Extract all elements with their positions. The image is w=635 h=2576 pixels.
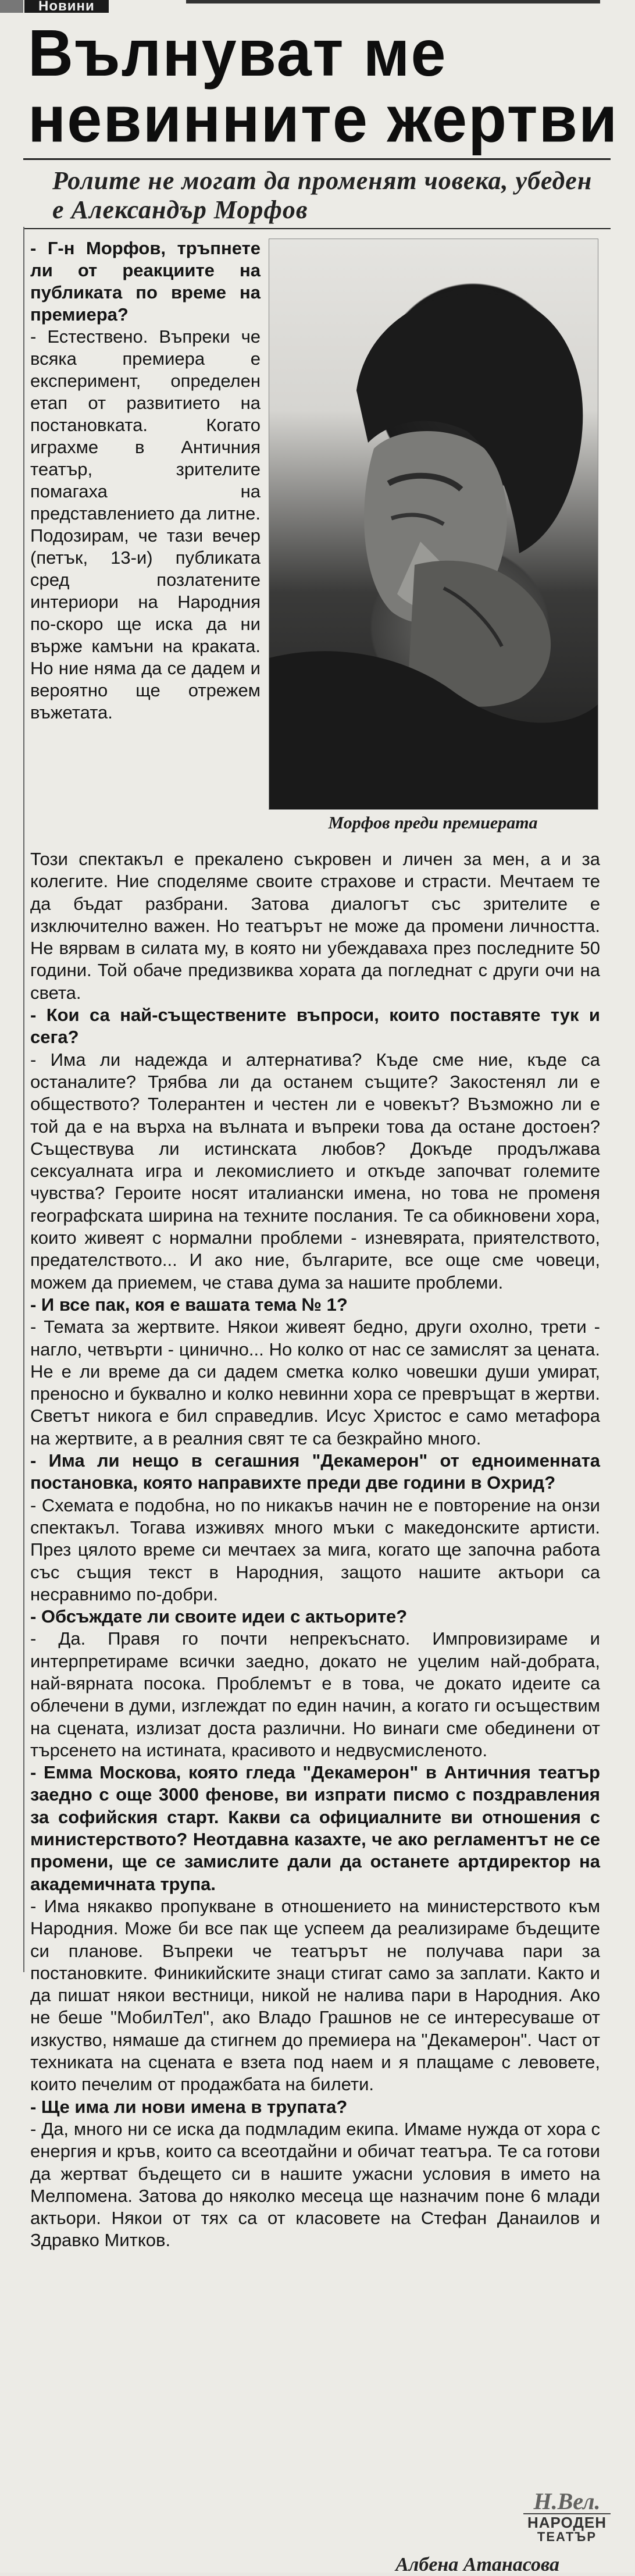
interview-answer: - Темата за жертвите. Някои живеят бедно, други охолно, трети - нагло, четвърти - цинично... Но колко от нас се замислят за цената. Не е ли време да си дадем сметка колко човешки души умират, преносно и буквално и колко невинни хора се превръщат в жертви. Светът никога е бил справедлив. Исус Христос е само метафора на жертвите, а в реалния свят те са безкрайно много. [30,1317,600,1449]
headline-line-2: невинните жертви [28,81,619,156]
headline [28,16,619,156]
stamp-signature: Н.Вел. [533,2488,601,2514]
column-rule [23,227,24,1972]
theatre-stamp [523,2490,611,2554]
interview-question: - Ще има ли нови имена в трупата? [30,2096,348,2117]
interview-question: - Емма Москова, която гледа "Декамерон" в Античния театър заедно с още 3000 фенове, ви изпрати писмо с поздравления за софийския старт. Какви са официалните ви отношения с министерството? Неотдавна казахте, че ако регламентът не се промени, ще се замислите дали да останете артдиректор на академичната трупа. [30,1762,600,1894]
interview-question: - И все пак, коя е вашата тема № 1? [30,1294,348,1315]
article-body [30,848,600,2252]
top-rule [186,0,600,3]
interview-answer: - Има ли надежда и алтернатива? Къде сме ние, къде са останалите? Трябва ли да останем същите? Закостенял ли е обществото? Толерантен и честен ли е човекът? Възможно ли е той да е на върха на вълната и въпреки това да остане достоен? Съществува ли истинската любов? Докъде продължава сексуалната игра и лекомислието и откъде започват големите чувства? Героите носят италиански имена, но това не променя географската ширина на техните послания. Те са обикновени хора, които живеят с нормални проблеми - изневярата, приятелството, предателството... И ако ние, българите, все още сме човеци, можем да приемем, че става дума за нашите проблеми. [30,1049,600,1293]
interview-answer: Този спектакъл е прекалено съкровен и личен за мен, а и за колегите. Ние споделяме своите страхове и страсти. Мечтаем те да бъдат разбрани. Затова диалогът със зрителите е изключително важен. Но театърът не може да промени личността. Не вярвам в силата му, в която ни убеждаваха през последните 50 години. Той обаче предизвиква хората да погледнат с други очи на света. [30,849,600,1003]
interview-answer: - Схемата е подобна, но по никакъв начин не е повторение на онзи спектакъл. Тогава изживях много мъки с македонските артисти. През цялото време си мечтаех за мига, когато ще започна работа със същия текст в Народния, защото нашите актьори са несравнимо по-добри. [30,1495,600,1604]
interview-question: - Има ли нещо в сегашния "Декамерон" от едноименната постановка, която направихте преди две години в Охрид? [30,1450,600,1493]
photo-caption: Морфов преди премиерата [328,813,538,832]
author-signature: Албена Атанасова [395,2554,559,2575]
kicker-bar [0,0,23,13]
interview-question: - Г-н Морфов, тръпнете ли от реакциите на публиката по време на премиера? [30,238,261,325]
interview-answer: - Естествено. Въпреки че всяка премиера е експеримент, определен етап от развитието на постановката. Когато играхме в Античния театър, зрителите помагаха на представлението да литне. Подозирам, че тази вечер (петък, 13-и) публиката сред позлатените интериори на Народния по-скоро ще иска да ни върже камъни на краката. Но ние няма да се дадем и вероятно ще отрежем въжетата. [30,326,261,723]
stamp-name: НАРОДЕН [523,2513,611,2531]
headline-line-1: Вълнуват ме [28,16,447,90]
section-kicker: Новини [24,0,109,13]
portrait-photo [269,239,598,810]
interview-answer: - Да. Правя го почти непрекъснато. Импровизираме и интерпретираме всички заедно, докато не уцелим най-добрата, най-вярната посока. Проблемът е в това, че докато идеите са облечени в думи, изглеждат по един начин, а когато ги осъществим на сцената, излизат доста различни. Но винаги сме обединени от търсенето на истината, красивото и недвусмисленото. [30,1628,600,1760]
interview-answer: - Има някакво пропукване в отношението на министерството към Народния. Може би все пак ще успеем да реализираме бъдещите си планове. Въпреки че театърът не получава пари за постановките. Финикийските знаци стигат само за заплати. Както и да пишат някои вестници, никой не налива пари в Народния. Ако не беше "МобилТел", ако Владо Грашнов не се интересуваше от изкуство, нямаше да стигнем до премиера на "Декамерон". Част от техниката на сцената е взета под наем и я плащаме с левовете, които печелим от продажбата на билети. [30,1895,600,2095]
headline-rule [23,158,611,160]
interview-question: - Кои са най-съществените въпроси, които поставяте тук и сега? [30,1005,600,1048]
intro-column [30,237,261,724]
stamp-subtitle: ТЕАТЪР [537,2529,597,2544]
subhead-rule [23,228,611,229]
interview-answer: - Да, много ни се иска да подмладим екипа. Имаме нужда от хора с енергия и кръв, които са всеотдайни и обичат театъра. Те са готови да жертват бъдещето си в нашите ужасни условия в името на Мелпомена. Затова до няколко месеца ще назначим поне 6 млади актьори. Някои от тях са от класовете на Стефан Данаилов и Здравко Митков. [30,2118,600,2251]
portrait-illustration [269,239,598,809]
interview-question: - Обсъждате ли своите идеи с актьорите? [30,1606,408,1627]
subheadline: Ролите не могат да променят човека, убеден е Александър Морфов [52,166,593,224]
